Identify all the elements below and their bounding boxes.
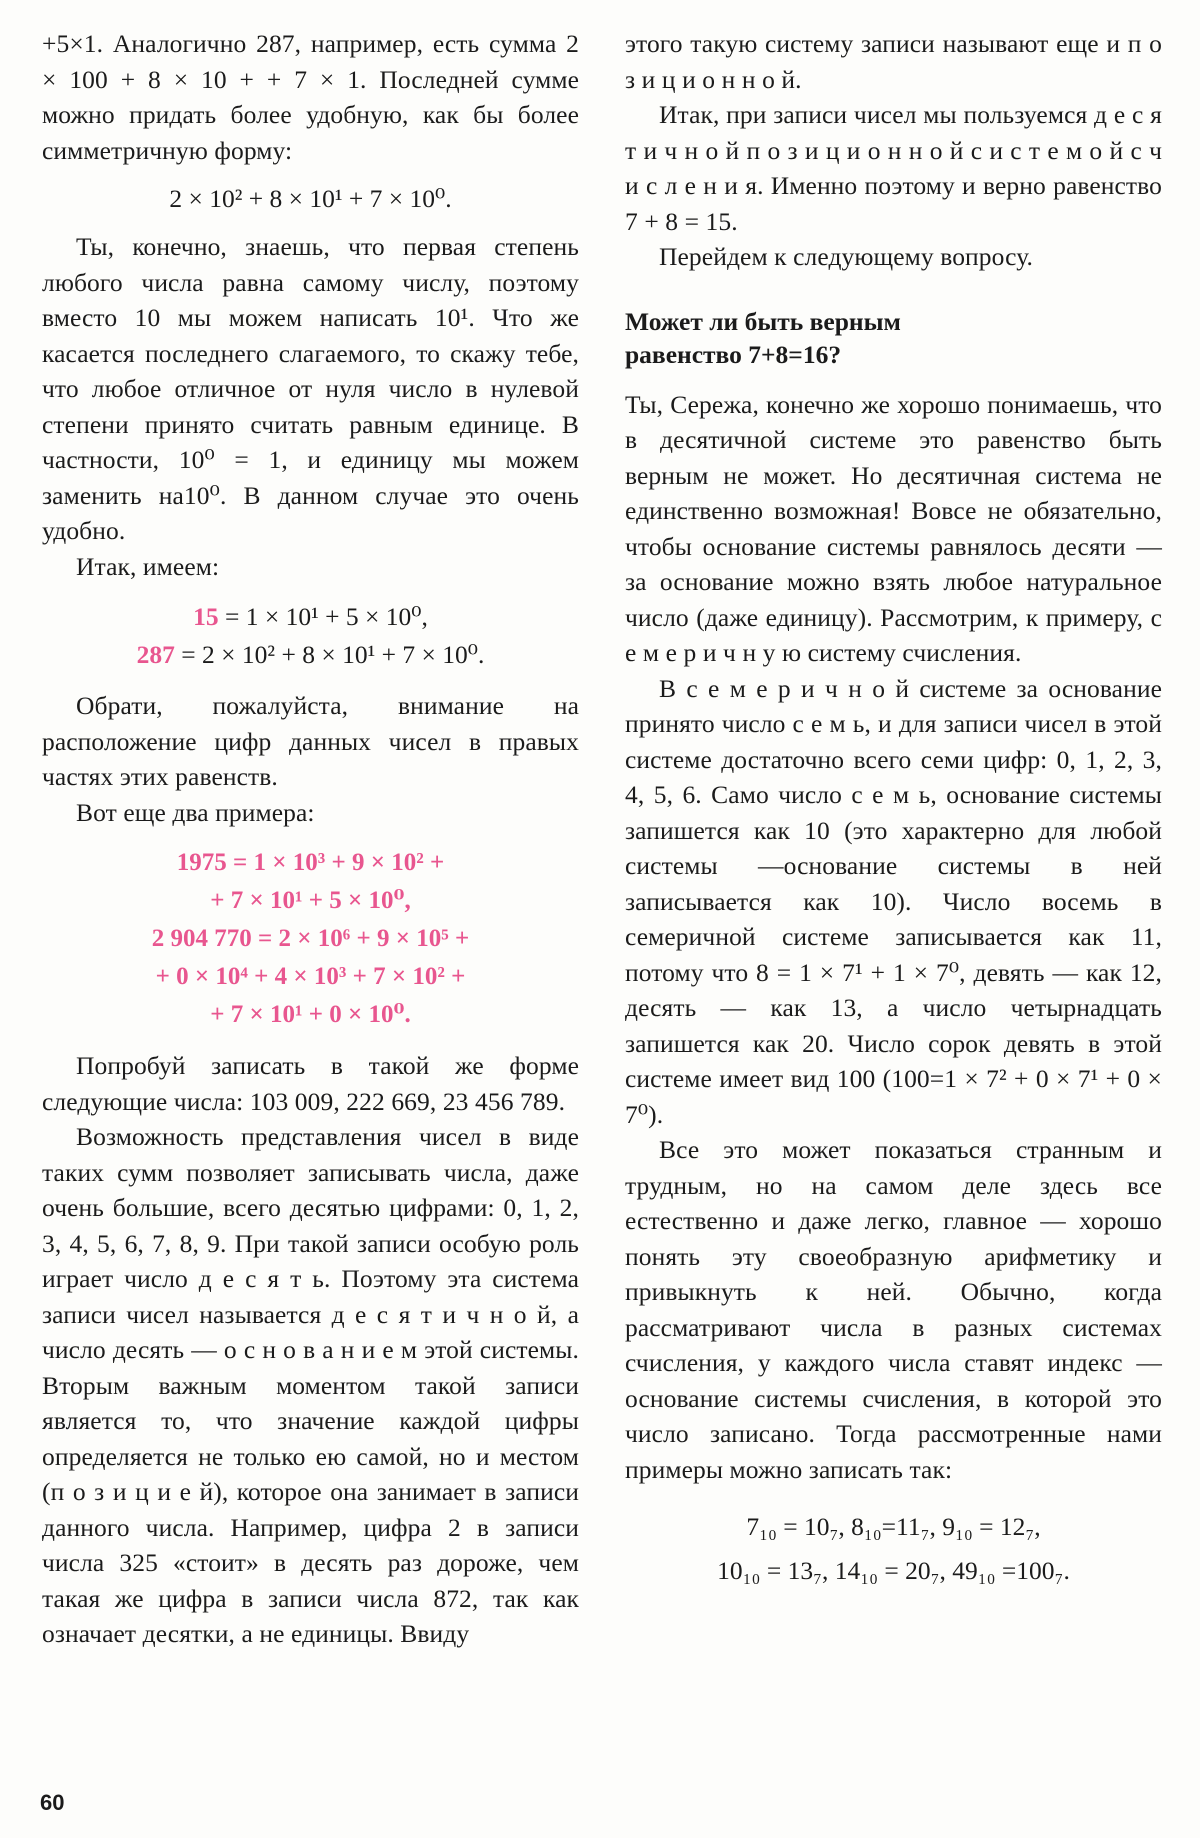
paragraph-right-1: этого такую систему записи называют еще и п о з и ц и о н н о й. (625, 29, 1162, 94)
final-equation-line-1: 7₁₀ = 10₇, 8₁₀=11₇, 9₁₀ = 12₇, (746, 1512, 1041, 1541)
equation-15 (42, 598, 579, 636)
paragraph-left-2: Ты, конечно, знаешь, что первая степень любого числа равна самому числу, поэтому вместо 10 мы можем написать 10¹. Что же касается последнего слагаемого, то скажу тебе, что любое отличное от нуля число в нулевой степени принято считать равным единице. В частности, 10⁰ = 1, и единицу мы можем заменить на10⁰. В данном случае это очень удобно. (42, 232, 579, 545)
paragraph-right-5: В с е м е р и ч н о й системе за основание принято число с е м ь, и для записи чисел в этой системе достаточно всего семи цифр: 0, 1, 2, 3, 4, 5, 6. Само число с е м ь, основание системы запишется как 10 (это характерно для любой системы —основание системы в ней записывается как 10). Число восемь в семеричной системе записывается как 11, потому что 8 = 1 × 7¹ + 1 × 7⁰, девять — как 12, десять — как 13, а число четырнадцать запишется как 20. Число сорок девять в этой системе имеет вид 100 (100=1 × 7² + 0 × 7¹ + 0 × 7⁰). (625, 673, 1162, 1129)
equation-287 (42, 636, 579, 674)
page-number: 60 (40, 1790, 65, 1815)
paragraph-right-3: Перейдем к следующему вопросу. (659, 242, 1033, 271)
final-equation-line-2: 10₁₀ = 13₇, 14₁₀ = 20₇, 49₁₀ =100₇. (717, 1556, 1070, 1585)
paragraph-left-7: Возможность представления чисел в виде таких сумм позволяет записывать числа, даже очень большие, всего десятью цифрами: 0, 1, 2, 3, 4, 5, 6, 7, 8, 9. При такой записи особую роль играет число д е с я т ь. Поэтому эта система записи чисел называется д е с я т и ч н о й, а число десять — о с н о в а н и е м этой системы. Вторым важным моментом такой записи является то, что значение каждой цифры определяется не только ею самой, но и местом (п о з и ц и е й), которое она занимает в записи данного числа. Например, цифра 2 в записи числа 325 «стоит» в десять раз дороже, чем такая же цифра в записи числа 872, так как означает десятки, а не единицы. Ввиду (42, 1122, 579, 1648)
paragraph-left-6: Попробуй записать в такой же форме следующие числа: 103 009, 222 669, 23 456 789. (42, 1051, 579, 1116)
equation-2904770-line1: 2 904 770 = 2 × 10⁶ + 9 × 10⁵ + (151, 925, 470, 952)
equation-287-lhs: 287 (136, 640, 175, 669)
equation-2904770-line2: + 0 × 10⁴ + 4 × 10³ + 7 × 10² + (155, 963, 466, 990)
paragraph-left-3: Итак, имеем: (76, 551, 220, 581)
left-column (42, 26, 579, 1652)
right-column (625, 26, 1162, 1652)
equation-2904770-line3: + 7 × 10¹ + 0 × 10⁰. (210, 1001, 411, 1028)
paragraph-left-5: Вот еще два примера: (76, 797, 315, 827)
paragraph-right-6: Все это может показаться странным и трудным, но на самом деле здесь все естественно и даже легко, главное — хорошо понять эту своеобразную арифметику и привыкнуть к ней. Обычно, когда рассматривают числа в разных системах счисления, у каждого числа ставят индекс — основание системы счисления, в которой это число записано. Тогда рассмотренные нами примеры можно записать так: (625, 1135, 1162, 1484)
paragraph-left-4: Обрати, пожалуйста, внимание на расположение цифр данных чисел в правых частях этих равенств. (42, 691, 579, 791)
equation-1975-line1: 1975 = 1 × 10³ + 9 × 10² + (176, 849, 445, 876)
section-heading-line-2: равенство 7+8=16? (625, 339, 842, 369)
paragraph-right-2: Итак, при записи чисел мы пользуемся д е с я т и ч н о й п о з и ц и о н н о й с и с т е м о й с ч и с л е н и я. Именно поэтому и верно равенство 7 + 8 = 15. (625, 100, 1162, 236)
section-heading (625, 305, 1162, 371)
equation-15-lhs: 15 (193, 602, 219, 631)
equation-287-rhs: = 2 × 10² + 8 × 10¹ + 7 × 10⁰. (174, 640, 485, 669)
paragraph-left-1: +5×1. Аналогично 287, например, есть сумма 2 × 100 + 8 × 10 + + 7 × 1. Последней сумме можно придать более удобную, как бы более симметричную форму: (42, 29, 579, 165)
equation-1975-line2: + 7 × 10¹ + 5 × 10⁰, (210, 887, 411, 914)
equation-group-2 (42, 844, 579, 1034)
formula-decimal-expansion-287: 2 × 10² + 8 × 10¹ + 7 × 10⁰. (169, 184, 452, 213)
two-column-layout (42, 26, 1162, 1652)
paragraph-right-4: Ты, Сережа, конечно же хорошо понимаешь, что в десятичной системе это равенство быть верным не может. Но десятичная система не единственно возможная! Вовсе не обязательно, чтобы основание системы равнялось десяти — за основание можно взять любое натуральное число (даже единицу). Рассмотрим, к примеру, с е м е р и ч н у ю систему счисления. (625, 389, 1162, 667)
equation-group-1 (42, 598, 579, 674)
equation-15-rhs: = 1 × 10¹ + 5 × 10⁰, (218, 602, 428, 631)
final-equations (625, 1505, 1162, 1593)
section-heading-line-1: Может ли быть верным (625, 306, 901, 336)
